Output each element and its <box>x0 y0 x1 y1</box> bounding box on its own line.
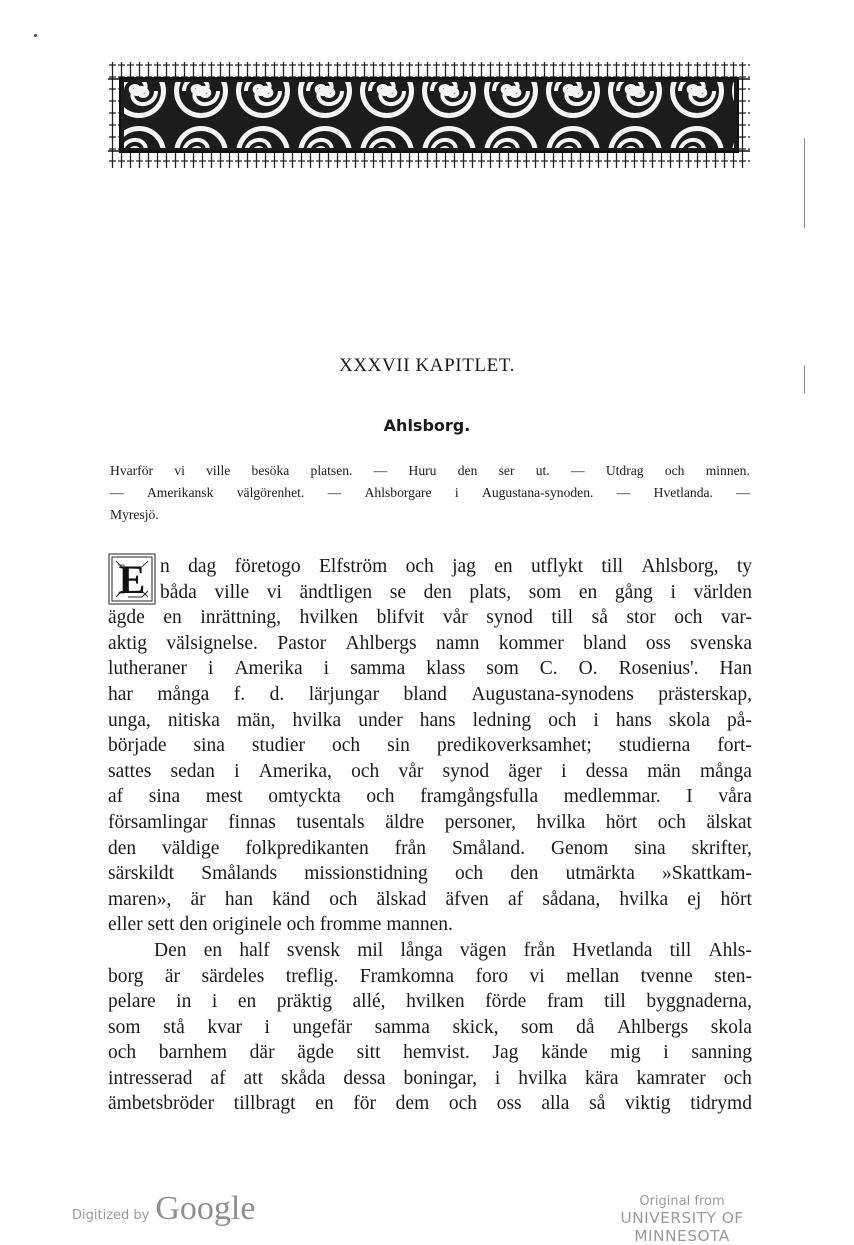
word: viktig <box>625 1093 671 1115</box>
word: personer, <box>444 811 516 833</box>
word: svenska <box>690 632 752 654</box>
word: i <box>593 709 599 731</box>
word: som <box>486 658 519 680</box>
word: till <box>601 556 624 577</box>
text-line-content: eller sett den originele och fromme mannen. <box>108 914 453 936</box>
word: en <box>315 1093 334 1115</box>
text-line <box>108 938 752 964</box>
word: och <box>331 735 361 757</box>
digitized-by-google <box>72 1190 255 1228</box>
word: sådana, <box>542 888 601 910</box>
scan-speck <box>34 34 37 37</box>
word: hvilken <box>406 991 465 1013</box>
word: dessa <box>343 1067 386 1089</box>
word: Amerika <box>234 658 303 680</box>
word: lärjungar <box>308 683 380 705</box>
text-line <box>108 784 752 810</box>
word: — <box>616 485 631 500</box>
university-name: UNIVERSITY OF MINNESOTA <box>620 1209 744 1245</box>
word: borg <box>108 965 144 987</box>
word: i <box>663 1042 669 1064</box>
word: i <box>234 760 240 782</box>
word: en <box>494 556 513 577</box>
word: — <box>110 485 124 500</box>
word: Hvetlanda <box>572 939 653 961</box>
word: d. <box>269 683 285 705</box>
word: nitiska <box>167 709 220 731</box>
word: i <box>561 760 567 782</box>
word: ledning <box>472 709 532 731</box>
word: Elfström <box>319 556 388 577</box>
word: O. <box>578 658 598 680</box>
word: väldige <box>162 837 220 859</box>
text-line <box>108 682 752 708</box>
word: synod <box>486 607 533 629</box>
word: särdeles <box>201 965 265 987</box>
word: särskildt <box>108 863 175 885</box>
word: älskad <box>376 888 427 910</box>
word: han <box>224 888 253 910</box>
word: Amerika, <box>258 760 332 782</box>
word: hvilka <box>619 888 669 910</box>
summary-line <box>110 482 750 504</box>
word: finnas <box>228 811 276 833</box>
word: vår <box>398 760 424 782</box>
word: Augustana-synodens <box>471 683 634 705</box>
word: har <box>108 683 133 705</box>
text-line <box>108 656 752 682</box>
word: Pastor <box>277 632 327 654</box>
word: missionstidning <box>304 863 428 885</box>
word: Den <box>154 939 187 961</box>
original-from <box>570 1194 794 1245</box>
word: studier <box>251 735 305 757</box>
text-line <box>108 759 752 785</box>
word: mig <box>610 1042 641 1064</box>
word: kommer <box>498 632 564 654</box>
word: som <box>528 581 562 603</box>
word: den <box>108 837 137 859</box>
word: hvilka <box>536 811 586 833</box>
word: n <box>160 556 170 577</box>
word: och <box>548 709 577 731</box>
word: skrifter, <box>691 837 752 859</box>
digitized-by-label: Digitized by <box>72 1208 150 1223</box>
word: en <box>163 607 182 629</box>
word: skola <box>710 1016 752 1038</box>
word: hemvist. <box>403 1042 470 1064</box>
word: tillbragt <box>233 1093 296 1115</box>
word: vägen <box>459 939 507 961</box>
scan-edge-line <box>804 138 805 228</box>
word: se <box>389 581 406 603</box>
word: i <box>670 581 676 603</box>
word: och <box>448 1093 478 1115</box>
text-line <box>108 1040 752 1066</box>
word: Smålands <box>201 863 278 885</box>
word: Ahlsborgare <box>364 485 432 500</box>
word: sitt <box>356 1042 381 1064</box>
word: skick, <box>452 1016 499 1038</box>
word: och <box>329 888 358 910</box>
word: skola <box>668 709 710 731</box>
text-line <box>108 708 752 734</box>
section-title: Ahlsborg. <box>383 416 471 435</box>
word: där <box>249 1042 275 1064</box>
text-line <box>108 836 752 862</box>
word: älskat <box>706 811 752 833</box>
word: hans <box>419 709 456 731</box>
word: känd <box>272 888 311 910</box>
word: för <box>353 1093 377 1115</box>
word: fort- <box>717 735 752 757</box>
text-line <box>108 810 752 836</box>
word: oss <box>496 1093 522 1115</box>
word: studierna <box>618 735 691 757</box>
text-line <box>108 733 752 759</box>
word: från <box>523 939 556 961</box>
word: då <box>576 1016 595 1038</box>
word: bland <box>403 683 447 705</box>
text-line <box>108 989 752 1015</box>
word: gång <box>614 581 653 603</box>
ornamental-header-band <box>108 60 750 170</box>
text-line <box>108 1066 752 1092</box>
word: prästerskap, <box>658 683 752 705</box>
word: Småland. <box>451 837 526 859</box>
word: den <box>457 463 478 478</box>
word: alla <box>541 1093 570 1115</box>
word: präktig <box>276 991 332 1013</box>
word: stor <box>626 607 656 629</box>
word: synod <box>442 760 490 782</box>
word: Utdrag <box>605 463 644 478</box>
word: kvar <box>207 1016 242 1038</box>
word: sten- <box>714 965 752 987</box>
word: Framkomna <box>359 965 455 987</box>
word: ägde <box>108 607 145 629</box>
word: som <box>108 1016 141 1038</box>
word: ville <box>214 581 250 603</box>
word: en <box>237 991 257 1013</box>
word: ej <box>687 888 702 910</box>
word: predikoverksamhet; <box>436 735 592 757</box>
word: företogo <box>234 556 301 577</box>
word: folkpredikanten <box>245 837 369 859</box>
word: Genom <box>550 837 609 859</box>
word: sina <box>148 786 181 808</box>
word: stå <box>163 1016 185 1038</box>
word: Augustana-synoden. <box>482 485 594 500</box>
text-line <box>108 861 752 887</box>
word: samma <box>350 658 406 680</box>
word: i <box>494 1067 501 1089</box>
word: dag <box>188 556 217 577</box>
word: vår <box>442 607 468 629</box>
word: Ahlbergs <box>617 1016 689 1038</box>
word: maren», <box>108 888 172 910</box>
word: aktig <box>108 632 147 654</box>
word: sina <box>193 735 225 757</box>
text-line <box>108 605 752 631</box>
word: i <box>454 485 459 500</box>
word: — <box>373 463 388 478</box>
word: bland <box>583 632 627 654</box>
word: en <box>578 581 598 603</box>
word: — <box>736 485 750 500</box>
word: skåda <box>280 1067 326 1089</box>
word: jag <box>452 556 476 577</box>
word: så <box>591 607 608 629</box>
word: ville <box>206 463 231 478</box>
word: och <box>674 607 703 629</box>
word: att <box>243 1067 264 1089</box>
word: utflykt <box>531 556 584 577</box>
word: blifvit <box>376 607 425 629</box>
word: Jag <box>492 1042 519 1064</box>
word: ser <box>498 463 515 478</box>
word: — <box>327 485 342 500</box>
word: män <box>647 760 681 782</box>
word: Ahlsborg, <box>641 556 719 577</box>
word: på- <box>727 709 752 731</box>
word: treflig. <box>285 965 339 987</box>
word: kära <box>585 1067 619 1089</box>
word: ändtligen <box>299 581 373 603</box>
word: och <box>664 463 685 478</box>
word: boningar, <box>403 1067 477 1089</box>
word: i <box>211 991 218 1013</box>
word: minnen. <box>705 463 750 478</box>
word: Ahlbergs <box>345 632 417 654</box>
word: som <box>521 1016 554 1038</box>
body-text <box>108 554 752 1117</box>
word: mest <box>205 786 243 808</box>
word: foro <box>475 965 508 987</box>
word: en <box>203 939 223 961</box>
word: och <box>657 811 686 833</box>
word: välgörenhet. <box>236 485 305 500</box>
word: klass <box>426 658 466 680</box>
word: besöka <box>251 463 290 478</box>
word: tusentals <box>296 811 365 833</box>
word: af <box>507 888 524 910</box>
word: började <box>108 735 167 757</box>
word: Huru <box>408 463 437 478</box>
word: dem <box>395 1093 430 1115</box>
google-logo: Google <box>155 1190 256 1227</box>
word: sina <box>634 837 666 859</box>
word: är <box>190 888 206 910</box>
word: och <box>723 1067 752 1089</box>
word: välsignelse. <box>166 632 258 654</box>
word: allé, <box>352 991 386 1013</box>
word: ägde <box>297 1042 335 1064</box>
word: hört <box>605 811 638 833</box>
word: Rosenius'. <box>618 658 699 680</box>
word: tidrymd <box>690 1093 752 1115</box>
word: I <box>686 786 693 808</box>
word: är <box>164 965 181 987</box>
word: dessa <box>585 760 628 782</box>
word: af <box>210 1067 226 1089</box>
word: svensk <box>286 939 340 961</box>
word: — <box>570 463 585 478</box>
word: Ahls- <box>708 939 752 961</box>
word: »Skattkam- <box>662 863 752 885</box>
word: och <box>108 1042 137 1064</box>
word: sin <box>387 735 410 757</box>
word: till <box>551 607 574 629</box>
word: C. <box>539 658 558 680</box>
word: pelare <box>108 991 156 1013</box>
word: plats, <box>469 581 512 603</box>
word: män, <box>236 709 276 731</box>
word: f. <box>233 683 246 705</box>
word: var- <box>720 607 752 629</box>
word: inrättning, <box>200 607 282 629</box>
svg-text:E: E <box>118 557 146 602</box>
word: våra <box>718 786 752 808</box>
word: ungefär <box>292 1016 353 1038</box>
word: till <box>604 991 626 1013</box>
word: äfven <box>445 888 489 910</box>
text-line <box>108 887 752 913</box>
text-line <box>108 964 752 990</box>
word: under <box>358 709 403 731</box>
word: ut. <box>535 463 550 478</box>
word: hvilken <box>299 607 359 629</box>
word: samma <box>374 1016 430 1038</box>
word: in <box>176 991 192 1013</box>
word: oss <box>645 632 671 654</box>
word: ämbetsbröder <box>108 1093 215 1115</box>
summary-line <box>110 460 750 482</box>
word: äger <box>508 760 542 782</box>
word: ty <box>736 556 752 577</box>
word: Hvetlanda. <box>653 485 713 500</box>
word: hört <box>720 888 752 910</box>
word: utmärkta <box>565 863 635 885</box>
word: och <box>405 556 434 577</box>
word: fram <box>546 991 584 1013</box>
word: Hvarför <box>110 463 154 478</box>
word: församlingar <box>108 811 208 833</box>
word: världen <box>693 581 752 603</box>
word: och <box>366 786 395 808</box>
word: många <box>157 683 210 705</box>
word: Amerikansk <box>146 485 214 500</box>
word: sattes <box>108 760 152 782</box>
word: äldre <box>385 811 425 833</box>
word: och <box>351 760 380 782</box>
word: barnhem <box>158 1042 228 1064</box>
text-line <box>108 1015 752 1041</box>
chapter-title: XXXVII KAPITLET. <box>339 355 515 376</box>
chapter-summary <box>110 460 750 526</box>
word: förde <box>485 991 527 1013</box>
text-line <box>108 912 752 938</box>
word: kamrater <box>636 1067 706 1089</box>
word: sanning <box>691 1042 752 1064</box>
word: den <box>510 863 539 885</box>
word: unga, <box>108 709 151 731</box>
word: Han <box>719 658 752 680</box>
word: många <box>699 760 752 782</box>
word: platsen. <box>310 463 353 478</box>
word: byggnaderna, <box>646 991 752 1013</box>
word: vi <box>174 463 185 478</box>
word: sedan <box>170 760 215 782</box>
original-from-label: Original from <box>639 1194 725 1209</box>
word: hvilka <box>292 709 342 731</box>
word: omtyckta <box>268 786 341 808</box>
word: den <box>423 581 452 603</box>
word: medlemmar. <box>563 786 661 808</box>
word: båda <box>160 581 197 603</box>
word: så <box>589 1093 606 1115</box>
text-line <box>108 580 752 606</box>
summary-line: Myresjö. <box>110 507 159 522</box>
word: half <box>239 939 270 961</box>
word: tvenne <box>640 965 693 987</box>
word: långa <box>400 939 443 961</box>
word: framgångsfulla <box>420 786 539 808</box>
word: i <box>323 658 330 680</box>
word: i <box>208 658 214 680</box>
word: hans <box>615 709 652 731</box>
word: lutheraner <box>108 658 188 680</box>
word: vi <box>266 581 282 603</box>
word: hvilka <box>518 1067 568 1089</box>
word: till <box>669 939 692 961</box>
word: mil <box>357 939 384 961</box>
word: och <box>454 863 484 885</box>
word: vi <box>529 965 545 987</box>
word: från <box>394 837 427 859</box>
text-line <box>108 554 752 580</box>
text-line <box>108 631 752 657</box>
word: namn <box>436 632 480 654</box>
word: i <box>264 1016 270 1038</box>
word: mellan <box>566 965 620 987</box>
word: intresserad <box>108 1067 193 1089</box>
word: kände <box>541 1042 588 1064</box>
text-line <box>108 1091 752 1117</box>
word: af <box>108 786 124 808</box>
